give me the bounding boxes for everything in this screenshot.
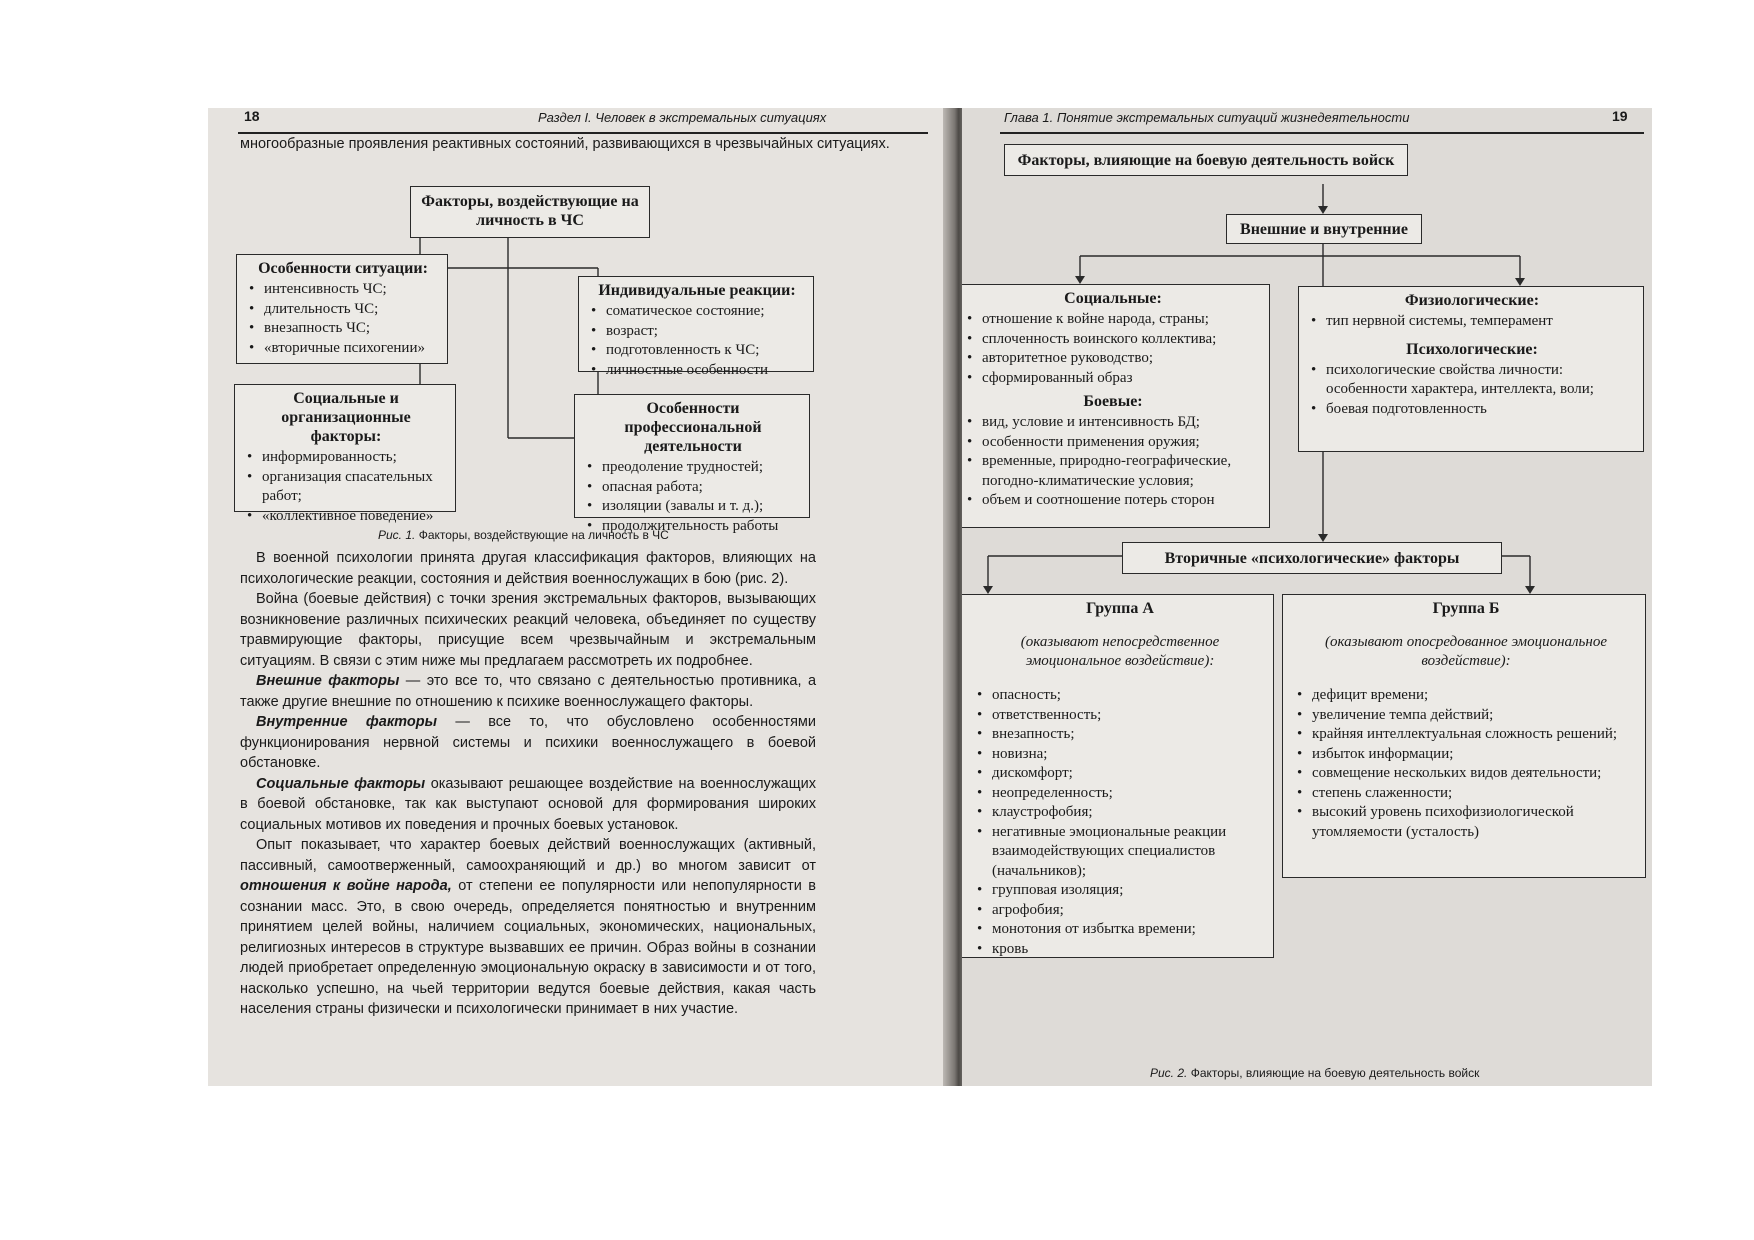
- paragraph: Война (боевые действия) с точки зрения экстремальных факторов, вызывающих возникновение различных психических реакций человека, объединяет по существу травмирующие факторы, присущие всем чрезвычайным и экстремальным ситуациям. В связи с этим ниже мы предлагаем рассмотреть их подробнее.: [240, 591, 816, 669]
- fig2-social-combat-box: [962, 284, 1270, 528]
- situation-item: • длительность ЧС;: [249, 300, 443, 320]
- fig2-second-title: Внешние и внутренние: [1240, 221, 1408, 238]
- term: Внешние факторы: [256, 673, 400, 689]
- right-page: [962, 108, 1652, 1086]
- physiological-item: • тип нервной системы, темперамент: [1311, 312, 1639, 332]
- intro-text: многообразные проявления реактивных состояний, развивающихся в чрезвычайных ситуациях.: [240, 136, 890, 152]
- group-a-item: • негативные эмоциональные реакции взаимодействующих специалистов (начальников);: [977, 823, 1269, 882]
- professional-item: • изоляции (завалы и т. д.);: [587, 497, 805, 517]
- secondary-title: Вторичные «психологические» факторы: [1164, 550, 1460, 567]
- left-page: [208, 108, 951, 1086]
- term: Социальные факторы: [256, 775, 426, 792]
- social-item: • авторитетное руководство;: [967, 349, 1265, 369]
- individual-title: Индивидуальные реакции:: [598, 282, 796, 299]
- group-b-title: Группа Б: [1432, 600, 1500, 617]
- combat-item: • вид, условие и интенсивность БД;: [967, 413, 1265, 433]
- page-number: 18: [244, 108, 260, 124]
- figure2-caption: [1150, 1066, 1479, 1080]
- caption-label: Рис. 2.: [1150, 1066, 1188, 1080]
- fig1-individual-box: [578, 276, 814, 378]
- group-a-item: • неопределенность;: [977, 784, 1269, 804]
- combat-title: Боевые:: [1083, 393, 1143, 410]
- term: Внутренние факторы: [256, 714, 437, 730]
- group-a-item: • клаустрофобия;: [977, 803, 1269, 823]
- group-a-item: • опасность;: [977, 686, 1269, 706]
- individual-item: • подготовленность к ЧС;: [591, 341, 809, 361]
- fig1-top-box: [410, 186, 650, 238]
- individual-item: • возраст;: [591, 322, 809, 342]
- social-org-item: • «коллективное поведение»: [247, 507, 451, 527]
- social-org-item: • информированность;: [247, 448, 451, 468]
- paragraph: В военной психологии принята другая классификация факторов, влияющих на психологические реакции, состояния и действия военнослужащих в бою (рис. 2).: [240, 550, 816, 587]
- group-b-item: • увеличение темпа действий;: [1297, 706, 1641, 726]
- group-b-item: • степень слаженности;: [1297, 784, 1641, 804]
- group-a-item: • дискомфорт;: [977, 764, 1269, 784]
- group-a-item: • агрофобия;: [977, 901, 1269, 921]
- psychological-item: • боевая подготовленность: [1311, 400, 1639, 420]
- professional-title: Особенности профессиональной деятельности: [624, 400, 762, 455]
- group-a-item: • монотония от избытка времени;: [977, 920, 1269, 940]
- group-b-item: • избыток информации;: [1297, 745, 1641, 765]
- group-b-item: • крайняя интеллектуальная сложность решений;: [1297, 725, 1641, 745]
- fig1-professional-box: [574, 394, 810, 534]
- paragraph-rest: — это все то, что связано с деятельностью противника, а также другие внешние по отношению к психике военнослужащего факторы.: [240, 673, 817, 710]
- group-a-item: • кровь: [977, 940, 1269, 960]
- fig2-top-title: Факторы, влияющие на боевую деятельность войск: [1017, 152, 1395, 169]
- social-item: • сплоченность воинского коллектива;: [967, 330, 1265, 350]
- group-b-item: • совмещение нескольких видов деятельности;: [1297, 764, 1641, 784]
- situation-item: • внезапность ЧС;: [249, 319, 443, 339]
- group-a-title: Группа А: [1086, 600, 1154, 617]
- group-a-item: • новизна;: [977, 745, 1269, 765]
- fig2-top-box: [1004, 144, 1408, 176]
- group-a-subtitle: (оказывают непосредственное эмоциональное воздействие):: [1020, 634, 1220, 669]
- fig2-physio-psycho-box: [1298, 286, 1644, 452]
- paragraph-rest: — все то, что обусловлено особенностями функционирования нервной системы и психики военнослужащего в боевой обстановке.: [240, 714, 817, 771]
- social-item: • отношение к войне народа, страны;: [967, 310, 1265, 330]
- psychological-title: Психологические:: [1406, 340, 1538, 358]
- fig1-top-title: Факторы, воздействующие на личность в ЧС: [421, 193, 639, 229]
- fig2-group-b-box: [1282, 594, 1646, 878]
- group-a-item: • групповая изоляция;: [977, 881, 1269, 901]
- combat-item: • особенности применения оружия;: [967, 433, 1265, 453]
- situation-item: • интенсивность ЧС;: [249, 280, 443, 300]
- individual-item: • соматическое состояние;: [591, 302, 809, 322]
- fig2-group-a-box: [962, 594, 1274, 958]
- psychological-item: • психологические свойства личности: особенности характера, интеллекта, воли;: [1311, 361, 1639, 400]
- professional-item: • преодоление трудностей;: [587, 458, 805, 478]
- fig1-social-org-box: [234, 384, 456, 524]
- caption-text: Факторы, влияющие на боевую деятельность войск: [1190, 1066, 1480, 1080]
- paragraph-rest: оказывают решающее воздействие на военнослужащих в боевой обстановке, так как выступают основой для формирования широких социальных мотивов их поведения и прочных боевых установок.: [240, 775, 816, 833]
- situation-item: • «вторичные психогении»: [249, 339, 443, 359]
- individual-item: • личностные особенности: [591, 361, 809, 381]
- group-a-item: • внезапность;: [977, 725, 1269, 745]
- paragraph: [240, 835, 816, 1020]
- social-title: Социальные:: [1064, 290, 1162, 307]
- social-item: • сформированный образ: [967, 369, 1265, 389]
- social-org-title: Социальные и организационные факторы:: [281, 390, 411, 445]
- paragraph: [240, 712, 816, 774]
- group-b-item: • дефицит времени;: [1297, 686, 1641, 706]
- body-text: [240, 548, 816, 1020]
- paragraph-rest: от степени ее популярности или непопулярности в сознании масс. Это, в свою очередь, определяется понятностью и внутренним принятием целей войны, наличием социальных, экономических, национальных, религиозных интересов в структуре вызвавших ее причин. Образ войны в сознании людей приобретает определенную эмоциональную окраску в зависимости и от того, насколько успешно, на чьей территории ведутся боевые действия, какая часть населения страны физически и психологически принимает в них участие.: [240, 878, 816, 1017]
- paragraph-start: Опыт показывает, что характер боевых действий военнослужащих (активный, пассивный, самоотверженный, самоохраняющий и др.) во многом зависит от: [240, 837, 816, 874]
- term: отношения к войне народа,: [240, 878, 452, 894]
- social-org-item: • организация спасательных работ;: [247, 468, 451, 507]
- professional-item: • продолжительность работы: [587, 517, 805, 537]
- figure1-caption: [378, 528, 669, 542]
- running-head: Глава 1. Понятие экстремальных ситуаций жизнедеятельности: [1004, 110, 1410, 125]
- paragraph: [240, 774, 816, 836]
- caption-label: Рис. 1.: [378, 528, 416, 542]
- combat-item: • объем и соотношение потерь сторон: [967, 491, 1265, 511]
- group-a-item: • ответственность;: [977, 706, 1269, 726]
- paragraph: [240, 671, 816, 712]
- professional-item: • опасная работа;: [587, 478, 805, 498]
- fig2-second-box: [1226, 214, 1422, 244]
- fig2-secondary-box: [1122, 542, 1502, 574]
- situation-title: Особенности ситуации:: [258, 260, 428, 277]
- page-number: 19: [1612, 108, 1628, 124]
- running-head: Раздел I. Человек в экстремальных ситуациях: [538, 110, 827, 125]
- physiological-title: Физиологические:: [1404, 292, 1540, 309]
- group-b-subtitle: (оказывают опосредованное эмоциональное воздействие):: [1325, 634, 1607, 669]
- group-b-item: • высокий уровень психофизиологической утомляемости (усталость): [1297, 803, 1641, 842]
- fig1-situation-box: [236, 254, 448, 364]
- combat-item: • временные, природно-географические, погодно-климатические условия;: [967, 452, 1265, 491]
- caption-text: Факторы, воздействующие на личность в ЧС: [418, 528, 669, 542]
